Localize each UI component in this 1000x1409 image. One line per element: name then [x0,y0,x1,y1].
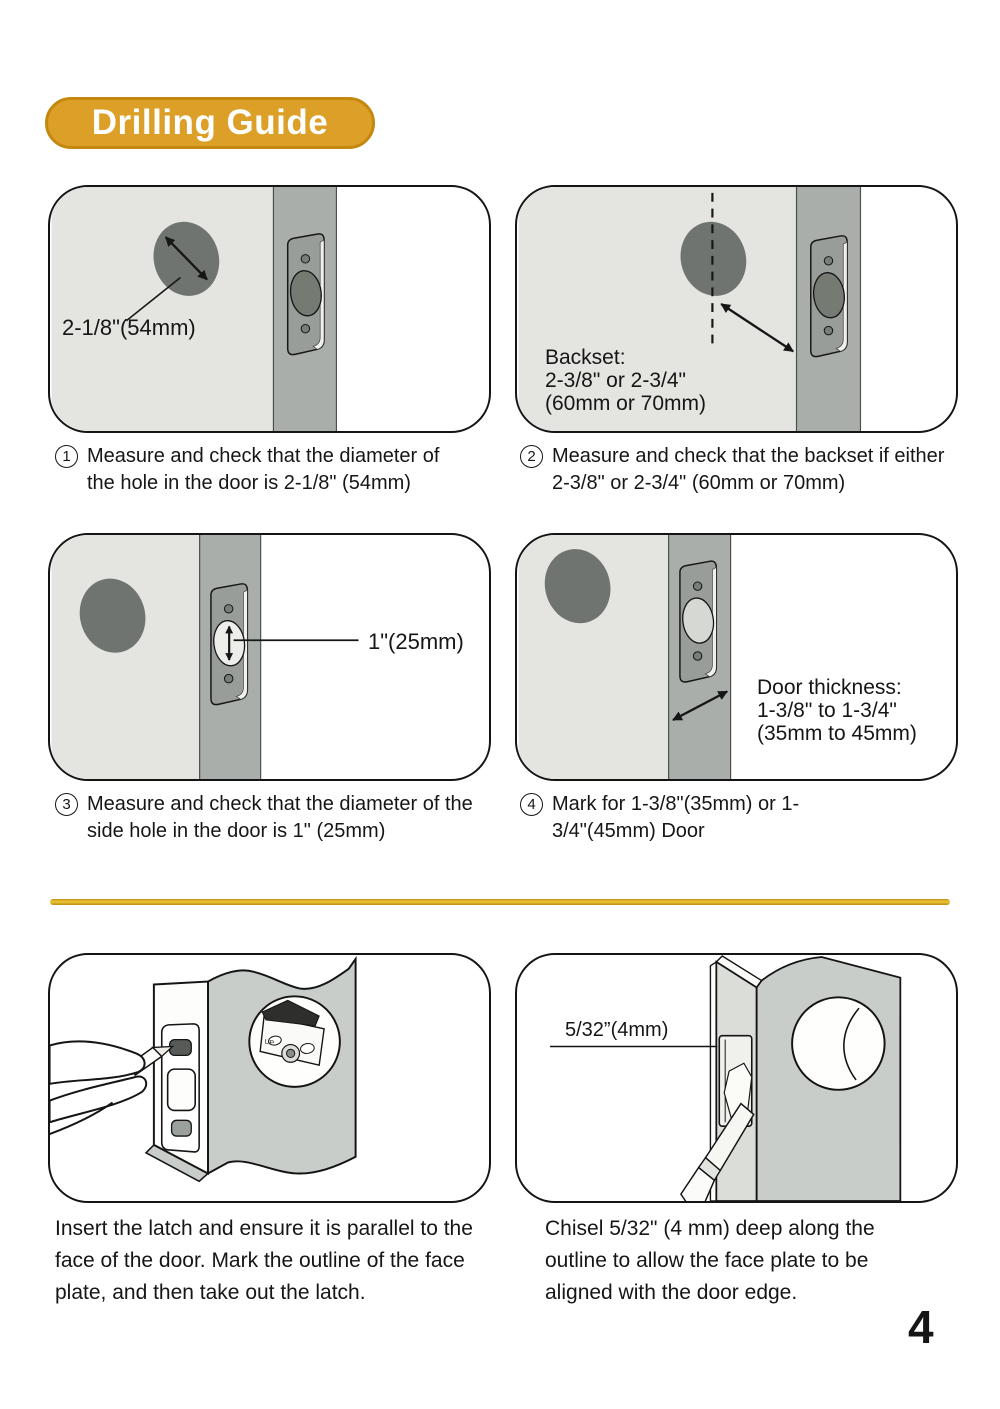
step-number-2: 2 [520,445,543,468]
step-number-4: 4 [520,793,543,816]
step-number-1: 1 [55,445,78,468]
bore-hole-graphic [792,997,884,1089]
step-caption-1: 1 Measure and check that the diameter of the hole in the door is 2-1/8" (54mm) [55,443,469,497]
page-title-badge [45,97,375,149]
step-caption-3: 3 Measure and check that the diameter of the side hole in the door is 1" (25mm) [55,791,492,845]
section-divider [50,899,950,905]
door-thickness-label: Door thickness: 1-3/8" to 1-3/4" (35mm to 45mm) [757,676,917,745]
step-caption-4: 4 Mark for 1-3/8"(35mm) or 1-3/4"(45mm) Door [520,791,817,845]
hand-graphic [50,1041,146,1134]
illustration-panel-chisel [515,953,958,1203]
illustration-panel-step-3 [48,533,491,781]
chisel-caption: Chisel 5/32" (4 mm) deep along the outline to allow the face plate to be aligned with the door edge. [545,1217,875,1304]
door-hole-diameter-illustration [50,187,489,431]
latch-marking-illustration [50,955,489,1201]
latch-up-marking: UP [263,1038,275,1048]
side-hole-illustration [50,535,489,779]
page-title: Drilling Guide [91,103,329,142]
page-number: 4 [908,1301,934,1353]
latch-faceplate-graphic [680,561,716,682]
illustration-panel-step-4 [515,533,958,781]
chisel-illustration [517,955,956,1201]
step-number-3: 3 [55,793,78,816]
latch-insert-caption: Insert the latch and ensure it is parallel to the face of the door. Mark the outline of the face plate, and then take out the latch. [55,1217,473,1304]
latch-faceplate-graphic [811,236,847,357]
faceplate-outline-graphic [162,1024,199,1152]
illustration-panel-latch-marking [48,953,491,1203]
hole-diameter-label: 2-1/8"(54mm) [62,315,196,340]
illustration-panel-step-1 [48,185,491,433]
latch-faceplate-graphic [288,234,324,355]
side-hole-label: 1"(25mm) [368,629,464,654]
chisel-depth-label: 5/32”(4mm) [565,1019,669,1041]
illustration-panel-step-2 [515,185,958,433]
step-caption-2: 2 Measure and check that the backset if either 2-3/8" or 2-3/4" (60mm or 70mm) [520,443,957,497]
backset-label: Backset: 2-3/8" or 2-3/4" (60mm or 70mm) [545,346,707,415]
